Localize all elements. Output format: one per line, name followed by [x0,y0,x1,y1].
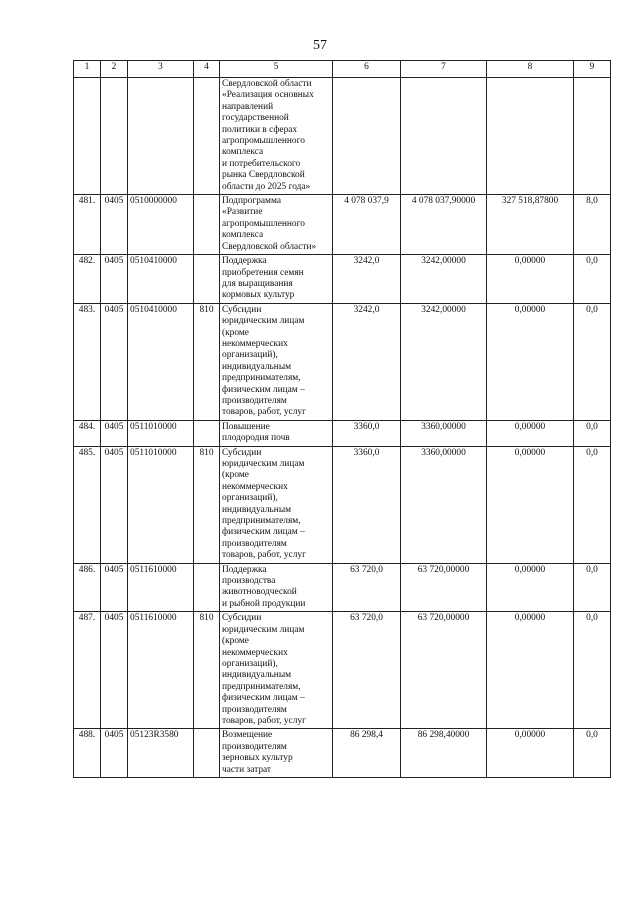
budget-table [73,60,611,778]
item-name: Поддержка производства животноводческой и рыбной продукции [220,563,333,612]
execution-percent: 0,0 [574,563,611,612]
section-code: 0405 [101,612,128,729]
row-number: 488. [74,729,101,778]
execution-percent: 0,0 [574,303,611,420]
expense-type-code [194,195,220,255]
plan-amount: 3360,0 [333,420,401,446]
column-header: 7 [401,61,487,78]
row-number: 484. [74,420,101,446]
table-row [74,563,611,612]
expense-type-code: 810 [194,612,220,729]
target-code: 0511610000 [128,563,194,612]
item-name: Субсидии юридическим лицам (кроме некоммерческих организаций), индивидуальным предпринимателям, физическим лицам – производителям товаров, работ, услуг [220,612,333,729]
item-name: Субсидии юридическим лицам (кроме некоммерческих организаций), индивидуальным предпринимателям, физическим лицам – производителям товаров, работ, услуг [220,303,333,420]
expense-type-code [194,78,220,195]
table-row [74,255,611,304]
executed-amount: 0,00000 [487,255,574,304]
section-code: 0405 [101,195,128,255]
plan-amount [333,78,401,195]
section-code: 0405 [101,255,128,304]
column-header: 8 [487,61,574,78]
executed-amount: 0,00000 [487,612,574,729]
row-number: 487. [74,612,101,729]
item-name: Возмещение производителям зерновых культур части затрат [220,729,333,778]
column-header: 4 [194,61,220,78]
executed-amount: 0,00000 [487,420,574,446]
target-code: 0511610000 [128,612,194,729]
executed-amount: 327 518,87800 [487,195,574,255]
plan-amount: 86 298,4 [333,729,401,778]
expense-type-code [194,420,220,446]
target-code: 0511010000 [128,420,194,446]
approved-amount [401,78,487,195]
plan-amount: 3242,0 [333,255,401,304]
target-code: 0510410000 [128,255,194,304]
row-number: 486. [74,563,101,612]
section-code: 0405 [101,729,128,778]
item-name: Свердловской области «Реализация основных направлений государственной политики в сферах агропромышленного комплекса и потребительского рынка Свердловской области до 2025 года» [220,78,333,195]
execution-percent: 0,0 [574,446,611,563]
executed-amount: 0,00000 [487,303,574,420]
section-code: 0405 [101,420,128,446]
target-code: 0510410000 [128,303,194,420]
execution-percent: 0,0 [574,729,611,778]
plan-amount: 3242,0 [333,303,401,420]
section-code [101,78,128,195]
table-row [74,420,611,446]
table-row [74,612,611,729]
item-name: Подпрограмма «Развитие агропромышленного комплекса Свердловской области» [220,195,333,255]
section-code: 0405 [101,303,128,420]
target-code: 0511010000 [128,446,194,563]
approved-amount: 3360,00000 [401,446,487,563]
column-header: 2 [101,61,128,78]
column-header: 9 [574,61,611,78]
row-number [74,78,101,195]
approved-amount: 3360,00000 [401,420,487,446]
table-row [74,195,611,255]
target-code [128,78,194,195]
target-code: 0510000000 [128,195,194,255]
approved-amount: 63 720,00000 [401,563,487,612]
execution-percent: 0,0 [574,612,611,729]
target-code: 05123R3580 [128,729,194,778]
executed-amount: 0,00000 [487,563,574,612]
item-name: Поддержка приобретения семян для выращивания кормовых культур [220,255,333,304]
item-name: Повышение плодородия почв [220,420,333,446]
executed-amount: 0,00000 [487,729,574,778]
table-row [74,303,611,420]
column-header: 5 [220,61,333,78]
plan-amount: 63 720,0 [333,563,401,612]
column-header: 1 [74,61,101,78]
column-header: 6 [333,61,401,78]
expense-type-code [194,563,220,612]
expense-type-code: 810 [194,303,220,420]
table-row [74,729,611,778]
table-row [74,78,611,195]
plan-amount: 4 078 037,9 [333,195,401,255]
execution-percent [574,78,611,195]
executed-amount [487,78,574,195]
page-number: 57 [313,38,327,53]
executed-amount: 0,00000 [487,446,574,563]
approved-amount: 3242,00000 [401,303,487,420]
table-row [74,446,611,563]
section-code: 0405 [101,446,128,563]
expense-type-code: 810 [194,446,220,563]
table-header-row [74,61,611,78]
plan-amount: 63 720,0 [333,612,401,729]
approved-amount: 63 720,00000 [401,612,487,729]
execution-percent: 0,0 [574,255,611,304]
approved-amount: 4 078 037,90000 [401,195,487,255]
expense-type-code [194,255,220,304]
expense-type-code [194,729,220,778]
row-number: 483. [74,303,101,420]
approved-amount: 86 298,40000 [401,729,487,778]
execution-percent: 8,0 [574,195,611,255]
row-number: 481. [74,195,101,255]
item-name: Субсидии юридическим лицам (кроме некоммерческих организаций), индивидуальным предпринимателям, физическим лицам – производителям товаров, работ, услуг [220,446,333,563]
row-number: 482. [74,255,101,304]
plan-amount: 3360,0 [333,446,401,563]
approved-amount: 3242,00000 [401,255,487,304]
row-number: 485. [74,446,101,563]
column-header: 3 [128,61,194,78]
execution-percent: 0,0 [574,420,611,446]
section-code: 0405 [101,563,128,612]
